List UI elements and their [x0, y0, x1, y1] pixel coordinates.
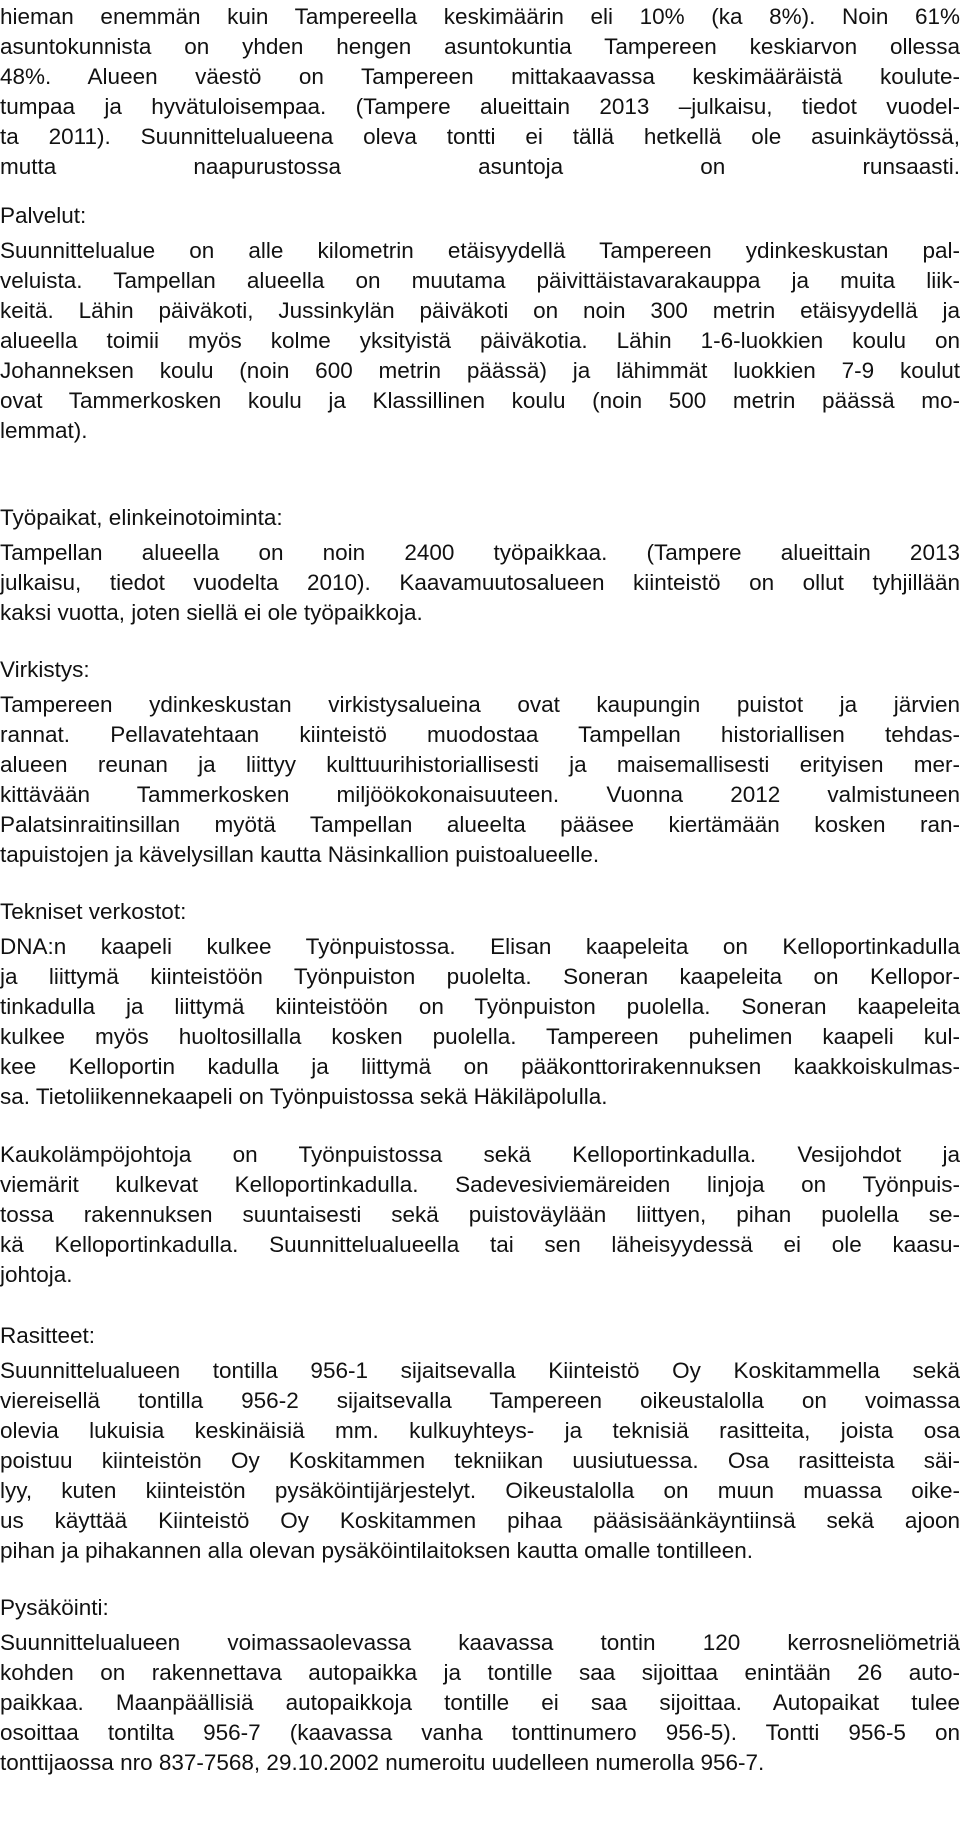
text-line: Tampereen ydinkeskustan virkistysalueina ovat kaupungin puistot ja järvien: [0, 692, 960, 717]
text-line: tonttijaossa nro 837-7568, 29.10.2002 numeroitu uudelleen numerolla 956-7.: [0, 1750, 765, 1775]
text-line: poistuu kiinteistön Oy Koskitammen tekniikan uusiutuessa. Osa rasitteista säi-: [0, 1448, 960, 1473]
text-line: pihan ja pihakannen alla olevan pysäköintilaitoksen kautta omalle tontilleen.: [0, 1538, 754, 1563]
rasitteet-heading: Rasitteet:: [0, 1323, 96, 1348]
text-line: Palatsinraitinsillan myötä Tampellan alueelta pääsee kiertämään kosken ran-: [0, 812, 960, 837]
kaukolampo-paragraph: [0, 1140, 960, 1290]
text-line: osoittaa tontilta 956-7 (kaavassa vanha tonttinumero 956-5). Tontti 956-5 on: [0, 1720, 960, 1745]
text-line: kulkee myös huoltosillalla kosken puolella. Tampereen puhelimen kaapeli kul-: [0, 1024, 960, 1049]
tekniset-heading: Tekniset verkostot:: [0, 899, 187, 924]
text-line: johtoja.: [0, 1262, 73, 1287]
text-line: tapuistojen ja kävelysillan kautta Näsinkallion puistoalueelle.: [0, 842, 600, 867]
text-line: kohden on rakennettava autopaikka ja tontille saa sijoittaa enintään 26 auto-: [0, 1660, 960, 1685]
text-line: tossa rakennuksen suuntaisesti sekä puistoväylään liittyen, pihan puolella se-: [0, 1202, 960, 1227]
text-line: olevia lukuisia keskinäisiä mm. kulkuyhteys- ja teknisiä rasitteita, joista osa: [0, 1418, 960, 1443]
text-line: Suunnittelualueen voimassaolevassa kaavassa tontin 120 kerrosneliömetriä: [0, 1630, 960, 1655]
text-line: hieman enemmän kuin Tampereella keskimäärin eli 10% (ka 8%). Noin 61%: [0, 4, 960, 29]
intro-paragraph: [0, 2, 960, 182]
palvelut-paragraph: [0, 236, 960, 446]
text-line: keitä. Lähin päiväkoti, Jussinkylän päiväkoti on noin 300 metrin etäisyydellä ja: [0, 298, 960, 323]
text-line: mutta naapurustossa asuntoja on runsaasti.: [0, 154, 960, 179]
text-line: alueen reunan ja liittyy kulttuurihistoriallisesti ja maisemallisesti erityisen mer-: [0, 752, 960, 777]
text-line: Suunnittelualueen tontilla 956-1 sijaitsevalla Kiinteistö Oy Koskitammella sekä: [0, 1358, 960, 1383]
tyopaikat-paragraph: [0, 538, 960, 628]
text-line: sa. Tietoliikennekaapeli on Työnpuistossa sekä Häkiläpolulla.: [0, 1084, 608, 1109]
text-line: ja liittymä kiinteistöön Työnpuiston puolelta. Soneran kaapeleita on Kellopor-: [0, 964, 960, 989]
virkistys-paragraph: [0, 690, 960, 870]
text-line: tinkadulla ja liittymä kiinteistöön on Työnpuiston puolella. Soneran kaapeleita: [0, 994, 960, 1019]
text-line: tumpaa ja hyvätuloisempaa. (Tampere alueittain 2013 –julkaisu, tiedot vuodel-: [0, 94, 960, 119]
text-line: alueella toimii myös kolme yksityistä päiväkotia. Lähin 1-6-luokkien koulu on: [0, 328, 960, 353]
rasitteet-paragraph: [0, 1356, 960, 1566]
pysakointi-paragraph: [0, 1628, 960, 1778]
text-line: viemärit kulkevat Kelloportinkadulla. Sadevesiviemäreiden linjoja on Työnpuis-: [0, 1172, 960, 1197]
text-line: 48%. Alueen väestö on Tampereen mittakaavassa keskimääräistä koulute-: [0, 64, 960, 89]
text-line: ta 2011). Suunnittelualueena oleva tontti ei tällä hetkellä ole asuinkäytössä,: [0, 124, 960, 149]
text-line: kee Kelloportin kadulla ja liittymä on pääkonttorirakennuksen kaakkoiskulmas-: [0, 1054, 960, 1079]
tyopaikat-heading: Työpaikat, elinkeinotoiminta:: [0, 505, 283, 530]
tekniset-paragraph: [0, 932, 960, 1112]
palvelut-heading: Palvelut:: [0, 203, 87, 228]
text-line: kä Kelloportinkadulla. Suunnittelualueella tai sen läheisyydessä ei ole kaasu-: [0, 1232, 960, 1257]
pysakointi-heading: Pysäköinti:: [0, 1595, 109, 1620]
text-line: Tampellan alueella on noin 2400 työpaikkaa. (Tampere alueittain 2013: [0, 540, 960, 565]
text-line: julkaisu, tiedot vuodelta 2010). Kaavamuutosalueen kiinteistö on ollut tyhjillään: [0, 570, 960, 595]
text-line: kaksi vuotta, joten siellä ei ole työpaikkoja.: [0, 600, 423, 625]
text-line: us käyttää Kiinteistö Oy Koskitammen pihaa pääsisäänkäyntiinsä sekä ajoon: [0, 1508, 960, 1533]
text-line: paikkaa. Maanpäällisiä autopaikkoja tontille ei saa sijoittaa. Autopaikat tulee: [0, 1690, 960, 1715]
text-line: asuntokunnista on yhden hengen asuntokuntia Tampereen keskiarvon ollessa: [0, 34, 960, 59]
text-line: lyy, kuten kiinteistön pysäköintijärjestelyt. Oikeustalolla on muun muassa oike-: [0, 1478, 960, 1503]
text-line: Kaukolämpöjohtoja on Työnpuistossa sekä Kelloportinkadulla. Vesijohdot ja: [0, 1142, 960, 1167]
virkistys-heading: Virkistys:: [0, 657, 90, 682]
text-line: ovat Tammerkosken koulu ja Klassillinen koulu (noin 500 metrin päässä mo-: [0, 388, 960, 413]
text-line: veluista. Tampellan alueella on muutama päivittäistavarakauppa ja muita liik-: [0, 268, 960, 293]
text-line: rannat. Pellavatehtaan kiinteistö muodostaa Tampellan historiallisen tehdas-: [0, 722, 960, 747]
text-line: kittävään Tammerkosken miljöökokonaisuuteen. Vuonna 2012 valmistuneen: [0, 782, 960, 807]
text-line: Johanneksen koulu (noin 600 metrin päässä) ja lähimmät luokkien 7-9 koulut: [0, 358, 960, 383]
text-line: viereisellä tontilla 956-2 sijaitsevalla Tampereen oikeustalolla on voimassa: [0, 1388, 960, 1413]
text-line: lemmat).: [0, 418, 88, 443]
text-line: DNA:n kaapeli kulkee Työnpuistossa. Elisan kaapeleita on Kelloportinkadulla: [0, 934, 960, 959]
text-line: Suunnittelualue on alle kilometrin etäisyydellä Tampereen ydinkeskustan pal-: [0, 238, 960, 263]
